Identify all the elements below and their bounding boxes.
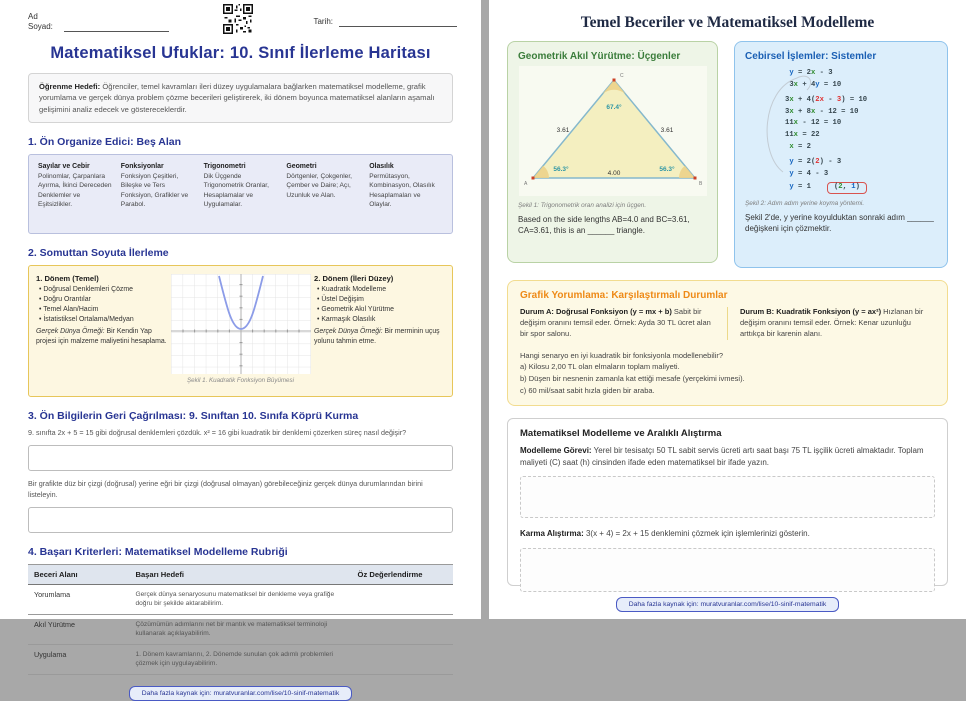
triangle-prompt: Based on the side lengths AB=4.0 and BC=3.61, CA=3.61, this is an ______ triangle. — [518, 215, 690, 236]
rubric-col-skill: Beceri Alanı — [34, 569, 78, 579]
equation-steps — [785, 70, 937, 194]
bullet-item: • Doğru Orantılar — [36, 295, 167, 305]
rubric-skill-cell: Yorumlama — [34, 589, 71, 599]
side-ca-label: 3.61 — [556, 127, 569, 134]
term1-title: 1. Dönem (Temel) — [36, 274, 99, 284]
resource-link-badge-2[interactable]: Daha fazla kaynak için: muratvuranlar.com/lise/10-sinif-matematik — [616, 597, 840, 612]
section3-heading: 3. Ön Bilgilerin Geri Çağrılması: 9. Sınıftan 10. Sınıfa Köprü Kurma — [28, 410, 359, 423]
domain-text: Fonksiyon Çeşitleri, Bileşke ve Ters Fonksiyon, Grafikler ve Parabol. — [120, 173, 189, 208]
equation-line: y = 2(2) - 3 — [789, 157, 842, 166]
domain-title: Trigonometri — [203, 163, 246, 171]
rubric-table — [28, 564, 453, 675]
equation-line: 3x + 8x - 12 = 10 — [785, 107, 859, 116]
domain-title: Fonksiyonlar — [120, 163, 164, 171]
case-a-text: Sabit bir değişim oranını temsil eder. Örnek: Ayda 30 TL ücret alan bir spor salonu. — [520, 307, 711, 338]
vertex-b-label: B — [698, 181, 702, 187]
angle-b-label: 56.3° — [658, 166, 675, 173]
modeling-task-text: Yerel bir tesisatçı 50 TL sabit servis ücreti artı saat başı 75 TL işçilik ücreti almaktadır. Toplam maliyeti (C) saat (h) cinsinden ifade eden matematiksel bir ifade yazın. — [520, 446, 924, 467]
modeling-task — [520, 445, 935, 468]
answer-box-1[interactable] — [28, 445, 453, 471]
scenario-question-text: Hangi senaryo en iyi kuadratik bir fonksiyonla modellenebilir? — [520, 350, 724, 360]
equation-line: 11x - 12 = 10 — [785, 119, 842, 128]
domain-text: Polinomlar, Çarpanlara Ayırma, İkinci Dereceden Denklemler ve Eşitsizlikler. — [38, 173, 112, 208]
graph-box-heading: Grafik Yorumlama: Karşılaştırmalı Durumlar — [520, 290, 728, 301]
case-b-text: Hızlanan bir değişim oranını temsil eder. Örnek: Kenar uzunluğu arttıkça bir karenin alanı. — [740, 307, 924, 338]
scenario-question — [520, 350, 935, 397]
page-header — [0, 0, 481, 40]
rubric-row — [28, 645, 453, 675]
equation-line: 3x + 4y = 10 — [785, 80, 842, 89]
section2-heading: 2. Somuttan Soyuta İlerleme — [28, 247, 169, 260]
domain-title: Geometri — [286, 163, 317, 171]
algebra-prompt: Şekil 2'de, y yerine koyulduktan sonraki adım ______ değişkeni için çözmektir. — [745, 212, 934, 233]
term1-example-text: Bir Kendin Yap projesi için malzeme maliyetini hesaplama. — [36, 328, 167, 345]
qr-code — [223, 4, 253, 34]
side-ab-label: 4.00 — [607, 170, 620, 177]
geometry-box — [507, 41, 718, 263]
angle-c-label: 67.4° — [605, 104, 622, 111]
algebra-heading: Cebirsel İşlemler: Sistemler — [745, 51, 877, 62]
mixed-practice — [520, 528, 935, 540]
equation-line: y = 2x - 3 — [789, 69, 833, 77]
triangle-caption: Şekil 1: Trigonometrik oran analizi için üçgen. — [518, 202, 647, 209]
term1-example — [36, 327, 167, 346]
case-b-label: Durum B: Kuadratik Fonksiyon (y = ax²) — [740, 307, 882, 316]
scenario-option: c) 60 mil/saat sabit hızla giden bir araba. — [520, 385, 655, 395]
vertex-a-label: A — [523, 181, 527, 187]
bullet-item: • Kuadratik Modelleme — [314, 285, 445, 295]
rubric-row — [28, 615, 453, 645]
rubric-row — [28, 585, 453, 615]
equation-line: 11x = 22 — [785, 131, 820, 140]
bullet-item: • Karmaşık Olasılık — [314, 315, 445, 325]
term1-column — [36, 274, 167, 392]
worksheet-page-1 — [0, 0, 481, 697]
case-a — [520, 307, 728, 340]
date-label: Tarih: — [313, 17, 333, 26]
term2-column — [314, 274, 445, 392]
term2-bullets — [314, 285, 445, 325]
name-label: Ad Soyad: — [28, 12, 53, 31]
bullet-item: • Geometrik Akıl Yürütme — [314, 305, 445, 315]
triangle-figure — [519, 66, 707, 196]
section1-heading: 1. Ön Organize Edici: Beş Alan — [28, 136, 182, 149]
answer-box-2[interactable] — [28, 507, 453, 533]
section4-heading: 4. Başarı Kriterleri: Matematiksel Modelleme Rubriği — [28, 545, 288, 558]
graph-interpretation-box — [507, 280, 948, 406]
rubric-self-assessment-cell[interactable] — [352, 585, 453, 614]
name-write-line[interactable] — [64, 21, 169, 32]
angle-a-label: 56.3° — [552, 166, 569, 173]
algebra-box — [734, 41, 948, 268]
modeling-box — [507, 418, 948, 586]
bullet-item: • Temel Alan/Hacim — [36, 305, 167, 315]
domain-text: Permütasyon, Kombinasyon, Olasılık Hesaplamaları ve Olaylar. — [369, 173, 435, 208]
domain-text: Dik Üçgende Trigonometrik Oranlar, Hesaplamalar ve Uygulamalar. — [203, 173, 269, 208]
bridge-question-1: 9. sınıfta 2x + 5 = 15 gibi doğrusal denklemleri çözdük. x² = 16 gibi kuadratik bir denklemi çözerken süreç nasıl değişir? — [28, 428, 407, 438]
algebra-caption: Şekil 2: Adım adım yerine koyma yöntemi. — [745, 199, 865, 207]
parabola-graph — [171, 274, 311, 374]
term2-example-text: Bir merminin uçuş yolunu tahmin etme. — [314, 328, 440, 345]
equation-line: 3x + 4(2x - 3) = 10 — [785, 95, 868, 104]
domain-column — [121, 163, 195, 225]
equation-line: y = 1 (2, 1) — [785, 182, 937, 193]
rubric-header-row — [28, 564, 453, 585]
rubric-goal-cell: Çözümümün adımlarını net bir mantık ve matematiksel terminoloji kullanarak açıklayabilirim. — [135, 620, 328, 638]
parabola-figure — [168, 274, 314, 392]
geometry-heading: Geometrik Akıl Yürütme: Üçgenler — [518, 51, 681, 62]
term2-example-label: Gerçek Dünya Örneği: — [314, 328, 383, 336]
objective-label: Öğrenme Hedefi: — [39, 82, 101, 91]
solution-pair-box: (2, 1) — [827, 182, 867, 193]
rubric-self-assessment-cell[interactable] — [352, 615, 453, 644]
objective-text: Öğrenciler, temel kavramları ileri düzey uygulamalara bağlarken matematiksel modelleme, grafik yorumlama ve gerçek dünya problem çözme becerileri geliştirerek, iki dönem boyunca matematiksel alanların aşamalı gelişimini analiz edecek ve göstereceklerdir. — [39, 82, 435, 114]
modeling-heading: Matematiksel Modelleme ve Aralıklı Alıştırma — [520, 428, 722, 440]
modeling-answer-box[interactable] — [520, 476, 935, 518]
term1-example-label: Gerçek Dünya Örneği: — [36, 328, 105, 336]
worksheet-page-2 — [489, 0, 966, 619]
side-bc-label: 3.61 — [660, 127, 673, 134]
rubric-skill-cell: Akıl Yürütme — [34, 619, 76, 629]
domain-title: Sayılar ve Cebir — [38, 163, 90, 171]
scenario-option: b) Düşen bir nesnenin zamanla kat ettiği mesafe (yerçekimi ivmesi). — [520, 373, 745, 383]
mixed-practice-answer-box[interactable] — [520, 548, 935, 592]
bullet-item: • Üstel Değişim — [314, 295, 445, 305]
progression-box — [28, 265, 453, 397]
page-title: Matematiksel Ufuklar: 10. Sınıf İlerleme Haritası — [50, 44, 431, 62]
domain-column — [286, 163, 360, 225]
equation-line: y = 4 - 3 — [789, 169, 829, 178]
term2-title: 2. Dönem (İleri Düzey) — [314, 274, 394, 284]
date-write-line[interactable] — [339, 16, 457, 27]
parabola-caption: Şekil 1. Kuadratik Fonksiyon Büyümesi — [187, 377, 294, 385]
rubric-goal-cell: Gerçek dünya senaryosunu matematiksel bir denkleme veya grafiğe doğru bir şekilde aktarabilirim. — [135, 590, 335, 608]
case-b — [728, 307, 935, 340]
domain-title: Olasılık — [369, 163, 394, 171]
scenario-options — [520, 361, 935, 396]
term1-bullets — [36, 285, 167, 325]
rubric-col-self: Öz Değerlendirme — [357, 569, 423, 579]
domain-text: Dörtgenler, Çokgenler, Çember ve Daire; Açı, Uzunluk ve Alan. — [286, 173, 352, 199]
rubric-goal-cell: 1. Dönem kavramlarını, 2. Dönemde sunulan çok adımlı problemleri çözmek için uygulayabilirim. — [135, 650, 334, 668]
case-a-label: Durum A: Doğrusal Fonksiyon (y = mx + b) — [520, 307, 672, 316]
rubric-self-assessment-cell[interactable] — [352, 645, 453, 674]
equation-line: x = 2 — [789, 142, 811, 151]
bridge-question-2: Bir grafikte düz bir çizgi (doğrusal) yerine eğri bir çizgi (doğrusal olmayan) görebileceğiniz gerçek dünya durumlarından birini listeleyin. — [28, 478, 423, 499]
rubric-col-goal: Başarı Hedefi — [135, 569, 185, 579]
rubric-body — [28, 585, 453, 675]
mixed-practice-text: 3(x + 4) = 2x + 15 denklemini çözmek için işlemlerinizi gösterin. — [585, 529, 810, 539]
resource-link-badge[interactable]: Daha fazla kaynak için: muratvuranlar.com/lise/10-sinif-matematik — [129, 686, 353, 701]
objective-box — [28, 73, 453, 123]
rubric-skill-cell: Uygulama — [34, 649, 67, 659]
domain-column — [204, 163, 278, 225]
page2-title: Temel Beceriler ve Matematiksel Modelleme — [580, 14, 875, 31]
bullet-item: • Doğrusal Denklemleri Çözme — [36, 285, 167, 295]
mixed-practice-label: Karma Alıştırma: — [520, 529, 584, 539]
scenario-option: a) Kilosu 2,00 TL olan elmaların toplam maliyeti. — [520, 362, 680, 372]
modeling-task-label: Modelleme Görevi: — [520, 446, 592, 456]
term2-example — [314, 327, 445, 346]
domains-row — [28, 154, 453, 234]
bullet-item: • İstatistiksel Ortalama/Medyan — [36, 315, 167, 325]
domain-column — [38, 163, 112, 225]
domain-column — [369, 163, 443, 225]
vertex-c-label: C — [619, 73, 624, 79]
